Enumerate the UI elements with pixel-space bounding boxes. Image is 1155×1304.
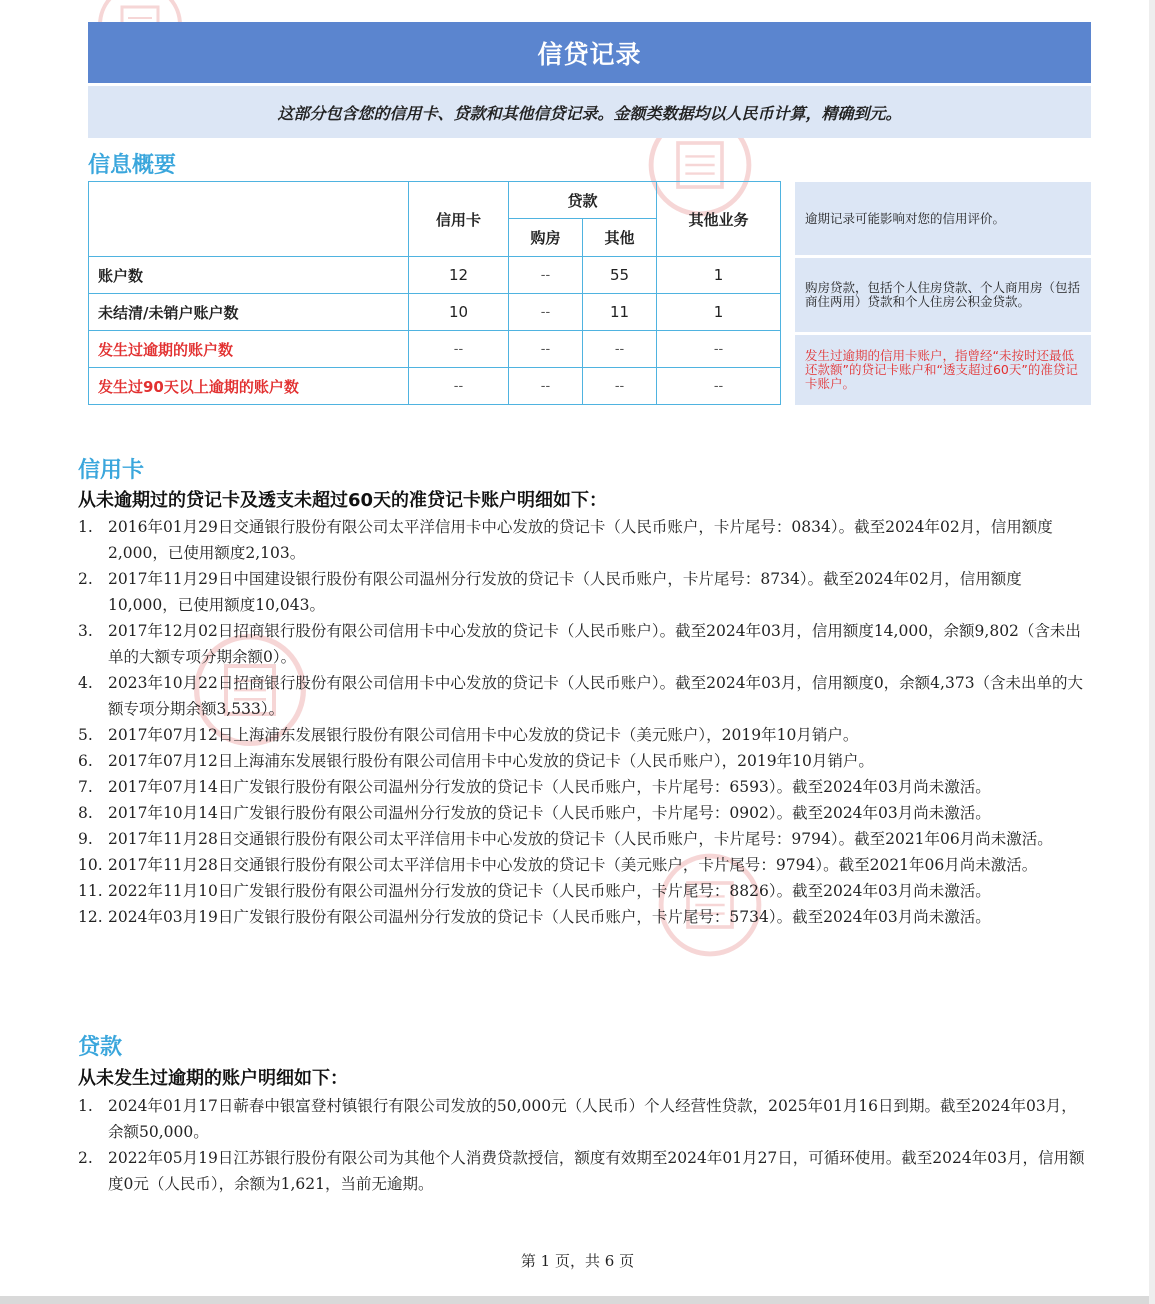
list-item bbox=[78, 722, 1090, 748]
list-item-text: 2017年11月28日交通银行股份有限公司太平洋信用卡中心发放的贷记卡（人民币账户，卡片尾号：9794）。截至2021年06月尚未激活。 bbox=[108, 830, 1053, 848]
overview-notes bbox=[795, 182, 1091, 408]
list-item bbox=[78, 1093, 1090, 1145]
list-item bbox=[78, 1145, 1090, 1197]
list-item bbox=[78, 748, 1090, 774]
header-blank bbox=[89, 182, 409, 257]
cell-housing: -- bbox=[509, 368, 583, 405]
list-item-text: 2024年01月17日蕲春中银富登村镇银行有限公司发放的50,000元（人民币）个人经营性贷款，2025年01月16日到期。截至2024年03月，余额50,000。 bbox=[108, 1097, 1077, 1141]
list-item-number: 11. bbox=[78, 882, 103, 900]
cell-other-business: 1 bbox=[657, 294, 781, 331]
row-label: 发生过90天以上逾期的账户数 bbox=[89, 368, 409, 405]
cell-other: 11 bbox=[583, 294, 657, 331]
header-housing: 购房 bbox=[509, 219, 583, 257]
note-overdue: 逾期记录可能影响对您的信用评价。 bbox=[795, 182, 1091, 255]
cell-housing: -- bbox=[509, 331, 583, 368]
list-item-number: 2. bbox=[78, 1149, 93, 1167]
list-item-text: 2023年10月22日招商银行股份有限公司信用卡中心发放的贷记卡（人民币账户）。截至2024年03月，信用额度0，余额4,373（含未出单的大额专项分期余额3,533）。 bbox=[108, 674, 1084, 718]
list-item bbox=[78, 852, 1090, 878]
cell-credit-card: -- bbox=[409, 368, 509, 405]
overview-heading: 信息概要 bbox=[88, 153, 177, 178]
list-item-number: 1. bbox=[78, 1097, 93, 1115]
note-overdue-card: 发生过逾期的信用卡账户，指曾经“未按时还最低还款额”的贷记卡账户和“透支超过60天”的准贷记卡账户。 bbox=[795, 335, 1091, 405]
cell-credit-card: 12 bbox=[409, 257, 509, 294]
scrollbar-track[interactable] bbox=[1149, 0, 1155, 1304]
list-item bbox=[78, 774, 1090, 800]
list-item-number: 6. bbox=[78, 752, 93, 770]
list-item-text: 2017年07月12日上海浦东发展银行股份有限公司信用卡中心发放的贷记卡（人民币账户），2019年10月销户。 bbox=[108, 752, 874, 770]
cell-other-business: -- bbox=[657, 368, 781, 405]
list-item bbox=[78, 514, 1090, 566]
row-label: 发生过逾期的账户数 bbox=[89, 331, 409, 368]
list-item-text: 2017年11月29日中国建设银行股份有限公司温州分行发放的贷记卡（人民币账户，卡片尾号：8734）。截至2024年02月，信用额度10,000，已使用额度10,043。 bbox=[108, 570, 1022, 614]
table-row bbox=[89, 294, 781, 331]
cell-other: -- bbox=[583, 368, 657, 405]
header-other: 其他 bbox=[583, 219, 657, 257]
cell-other-business: -- bbox=[657, 331, 781, 368]
list-item bbox=[78, 878, 1090, 904]
overview-table bbox=[88, 181, 781, 405]
header-other-business: 其他业务 bbox=[657, 182, 781, 257]
row-label: 账户数 bbox=[89, 257, 409, 294]
cell-other-business: 1 bbox=[657, 257, 781, 294]
credit-card-list bbox=[78, 514, 1090, 930]
loan-subheading: 从未发生过逾期的账户明细如下： bbox=[78, 1068, 348, 1089]
credit-card-heading: 信用卡 bbox=[78, 458, 145, 483]
list-item-text: 2022年11月10日广发银行股份有限公司温州分行发放的贷记卡（人民币账户，卡片尾号：8826）。截至2024年03月尚未激活。 bbox=[108, 882, 991, 900]
list-item-number: 10. bbox=[78, 856, 103, 874]
list-item-number: 9. bbox=[78, 830, 93, 848]
list-item-text: 2016年01月29日交通银行股份有限公司太平洋信用卡中心发放的贷记卡（人民币账户，卡片尾号：0834）。截至2024年02月，信用额度2,000，已使用额度2,103。 bbox=[108, 518, 1053, 562]
list-item-number: 3. bbox=[78, 622, 93, 640]
list-item-number: 12. bbox=[78, 908, 103, 926]
list-item-number: 8. bbox=[78, 804, 93, 822]
list-item bbox=[78, 618, 1090, 670]
cell-housing: -- bbox=[509, 257, 583, 294]
section-title: 信贷记录 bbox=[88, 22, 1091, 83]
list-item-number: 1. bbox=[78, 518, 93, 536]
table-row bbox=[89, 331, 781, 368]
table-row bbox=[89, 368, 781, 405]
cell-other: 55 bbox=[583, 257, 657, 294]
list-item bbox=[78, 826, 1090, 852]
intro-text: 这部分包含您的信用卡、贷款和其他信贷记录。金额类数据均以人民币计算，精确到元。 bbox=[88, 86, 1091, 138]
header-loan: 贷款 bbox=[509, 182, 657, 219]
list-item-text: 2017年10月14日广发银行股份有限公司温州分行发放的贷记卡（人民币账户，卡片尾号：0902）。截至2024年03月尚未激活。 bbox=[108, 804, 991, 822]
cell-credit-card: 10 bbox=[409, 294, 509, 331]
list-item-text: 2017年11月28日交通银行股份有限公司太平洋信用卡中心发放的贷记卡（美元账户，卡片尾号：9794）。截至2021年06月尚未激活。 bbox=[108, 856, 1038, 874]
list-item-text: 2017年07月12日上海浦东发展银行股份有限公司信用卡中心发放的贷记卡（美元账户），2019年10月销户。 bbox=[108, 726, 859, 744]
header-credit-card: 信用卡 bbox=[409, 182, 509, 257]
list-item-text: 2024年03月19日广发银行股份有限公司温州分行发放的贷记卡（人民币账户，卡片尾号：5734）。截至2024年03月尚未激活。 bbox=[108, 908, 991, 926]
list-item-text: 2017年12月02日招商银行股份有限公司信用卡中心发放的贷记卡（人民币账户）。截至2024年03月，信用额度14,000，余额9,802（含未出单的大额专项分期余额0）。 bbox=[108, 622, 1081, 666]
list-item-text: 2022年05月19日江苏银行股份有限公司为其他个人消费贷款授信，额度有效期至2024年01月27日，可循环使用。截至2024年03月，信用额度0元（人民币），余额为1,621，当前无逾期。 bbox=[108, 1149, 1085, 1193]
list-item bbox=[78, 904, 1090, 930]
cell-housing: -- bbox=[509, 294, 583, 331]
table-row bbox=[89, 257, 781, 294]
list-item-number: 5. bbox=[78, 726, 93, 744]
loan-list bbox=[78, 1093, 1090, 1197]
page-footer: 第 1 页，共 6 页 bbox=[520, 1252, 635, 1270]
note-housing-loan: 购房贷款，包括个人住房贷款、个人商用房（包括商住两用）贷款和个人住房公积金贷款。 bbox=[795, 258, 1091, 332]
list-item bbox=[78, 800, 1090, 826]
list-item-number: 7. bbox=[78, 778, 93, 796]
list-item bbox=[78, 670, 1090, 722]
credit-card-subheading: 从未逾期过的贷记卡及透支未超过60天的准贷记卡账户明细如下： bbox=[78, 490, 608, 511]
list-item bbox=[78, 566, 1090, 618]
row-label: 未结清/未销户账户数 bbox=[89, 294, 409, 331]
list-item-number: 2. bbox=[78, 570, 93, 588]
loan-heading: 贷款 bbox=[78, 1035, 123, 1060]
list-item-text: 2017年07月14日广发银行股份有限公司温州分行发放的贷记卡（人民币账户，卡片尾号：6593）。截至2024年03月尚未激活。 bbox=[108, 778, 991, 796]
page-gutter bbox=[0, 1296, 1155, 1304]
list-item-number: 4. bbox=[78, 674, 93, 692]
cell-credit-card: -- bbox=[409, 331, 509, 368]
cell-other: -- bbox=[583, 331, 657, 368]
